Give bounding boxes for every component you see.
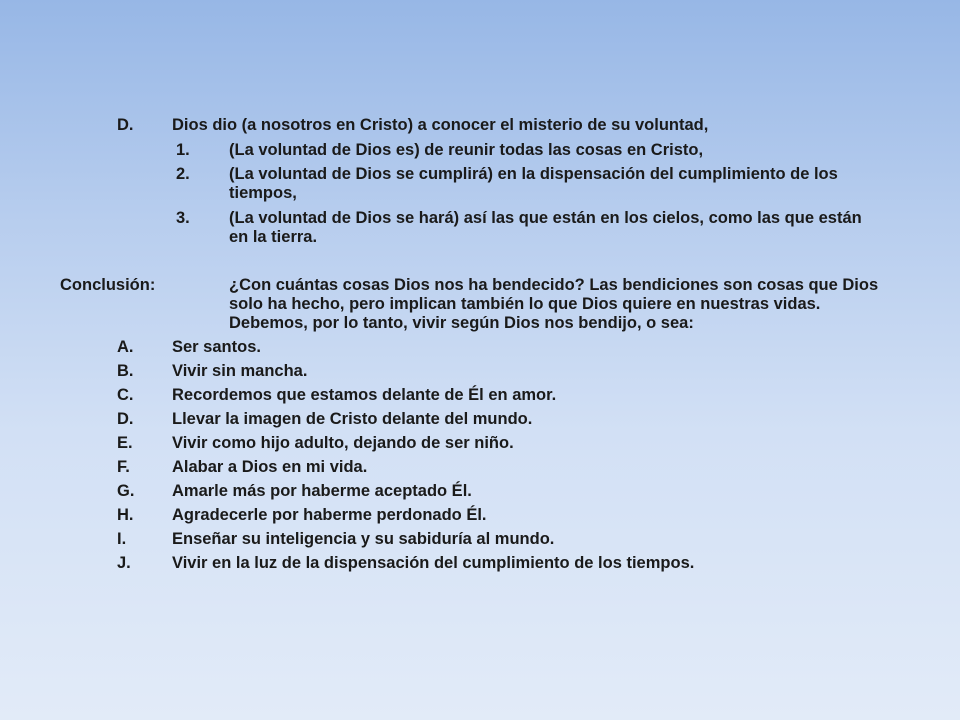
subitem-2-marker: 2. — [176, 165, 190, 183]
item-f-marker: F. — [117, 458, 130, 476]
item-e-marker: E. — [117, 434, 133, 452]
conclusion-label: Conclusión: — [60, 276, 156, 294]
subitem-3-text-line1: (La voluntad de Dios se hará) así las que están en los cielos, como las que están — [229, 209, 862, 227]
subitem-3-text-line2: en la tierra. — [229, 228, 318, 246]
section-d-text: Dios dio (a nosotros en Cristo) a conocer el misterio de su voluntad, — [172, 116, 709, 134]
item-j-marker: J. — [117, 554, 131, 572]
subitem-2-text-line1: (La voluntad de Dios se cumplirá) en la dispensación del cumplimiento de los — [229, 165, 838, 183]
item-b-marker: B. — [117, 362, 134, 380]
subitem-2-text-line2: tiempos, — [229, 184, 297, 202]
item-g-marker: G. — [117, 482, 135, 500]
subitem-3-marker: 3. — [176, 209, 190, 227]
item-b-text: Vivir sin mancha. — [172, 362, 308, 380]
item-c-text: Recordemos que estamos delante de Él en amor. — [172, 386, 557, 404]
subitem-1-marker: 1. — [176, 141, 190, 159]
item-h-text: Agradecerle por haberme perdonado Él. — [172, 506, 487, 524]
item-d-marker: D. — [117, 410, 134, 428]
item-h-marker: H. — [117, 506, 134, 524]
item-d-text: Llevar la imagen de Cristo delante del mundo. — [172, 410, 533, 428]
conclusion-line-3: Debemos, por lo tanto, vivir según Dios nos bendijo, o sea: — [229, 314, 694, 332]
section-d-marker: D. — [117, 116, 134, 134]
item-e-text: Vivir como hijo adulto, dejando de ser niño. — [172, 434, 514, 452]
conclusion-line-2: solo ha hecho, pero implican también lo que Dios quiere en nuestras vidas. — [229, 295, 821, 313]
item-a-marker: A. — [117, 338, 134, 356]
item-j-text: Vivir en la luz de la dispensación del cumplimiento de los tiempos. — [172, 554, 695, 572]
item-a-text: Ser santos. — [172, 338, 261, 356]
item-i-text: Enseñar su inteligencia y su sabiduría al mundo. — [172, 530, 555, 548]
item-i-marker: I. — [117, 530, 127, 548]
item-f-text: Alabar a Dios en mi vida. — [172, 458, 368, 476]
item-g-text: Amarle más por haberme aceptado Él. — [172, 482, 472, 500]
subitem-1-text: (La voluntad de Dios es) de reunir todas las cosas en Cristo, — [229, 141, 704, 159]
conclusion-line-1: ¿Con cuántas cosas Dios nos ha bendecido? Las bendiciones son cosas que Dios — [229, 276, 879, 294]
item-c-marker: C. — [117, 386, 134, 404]
